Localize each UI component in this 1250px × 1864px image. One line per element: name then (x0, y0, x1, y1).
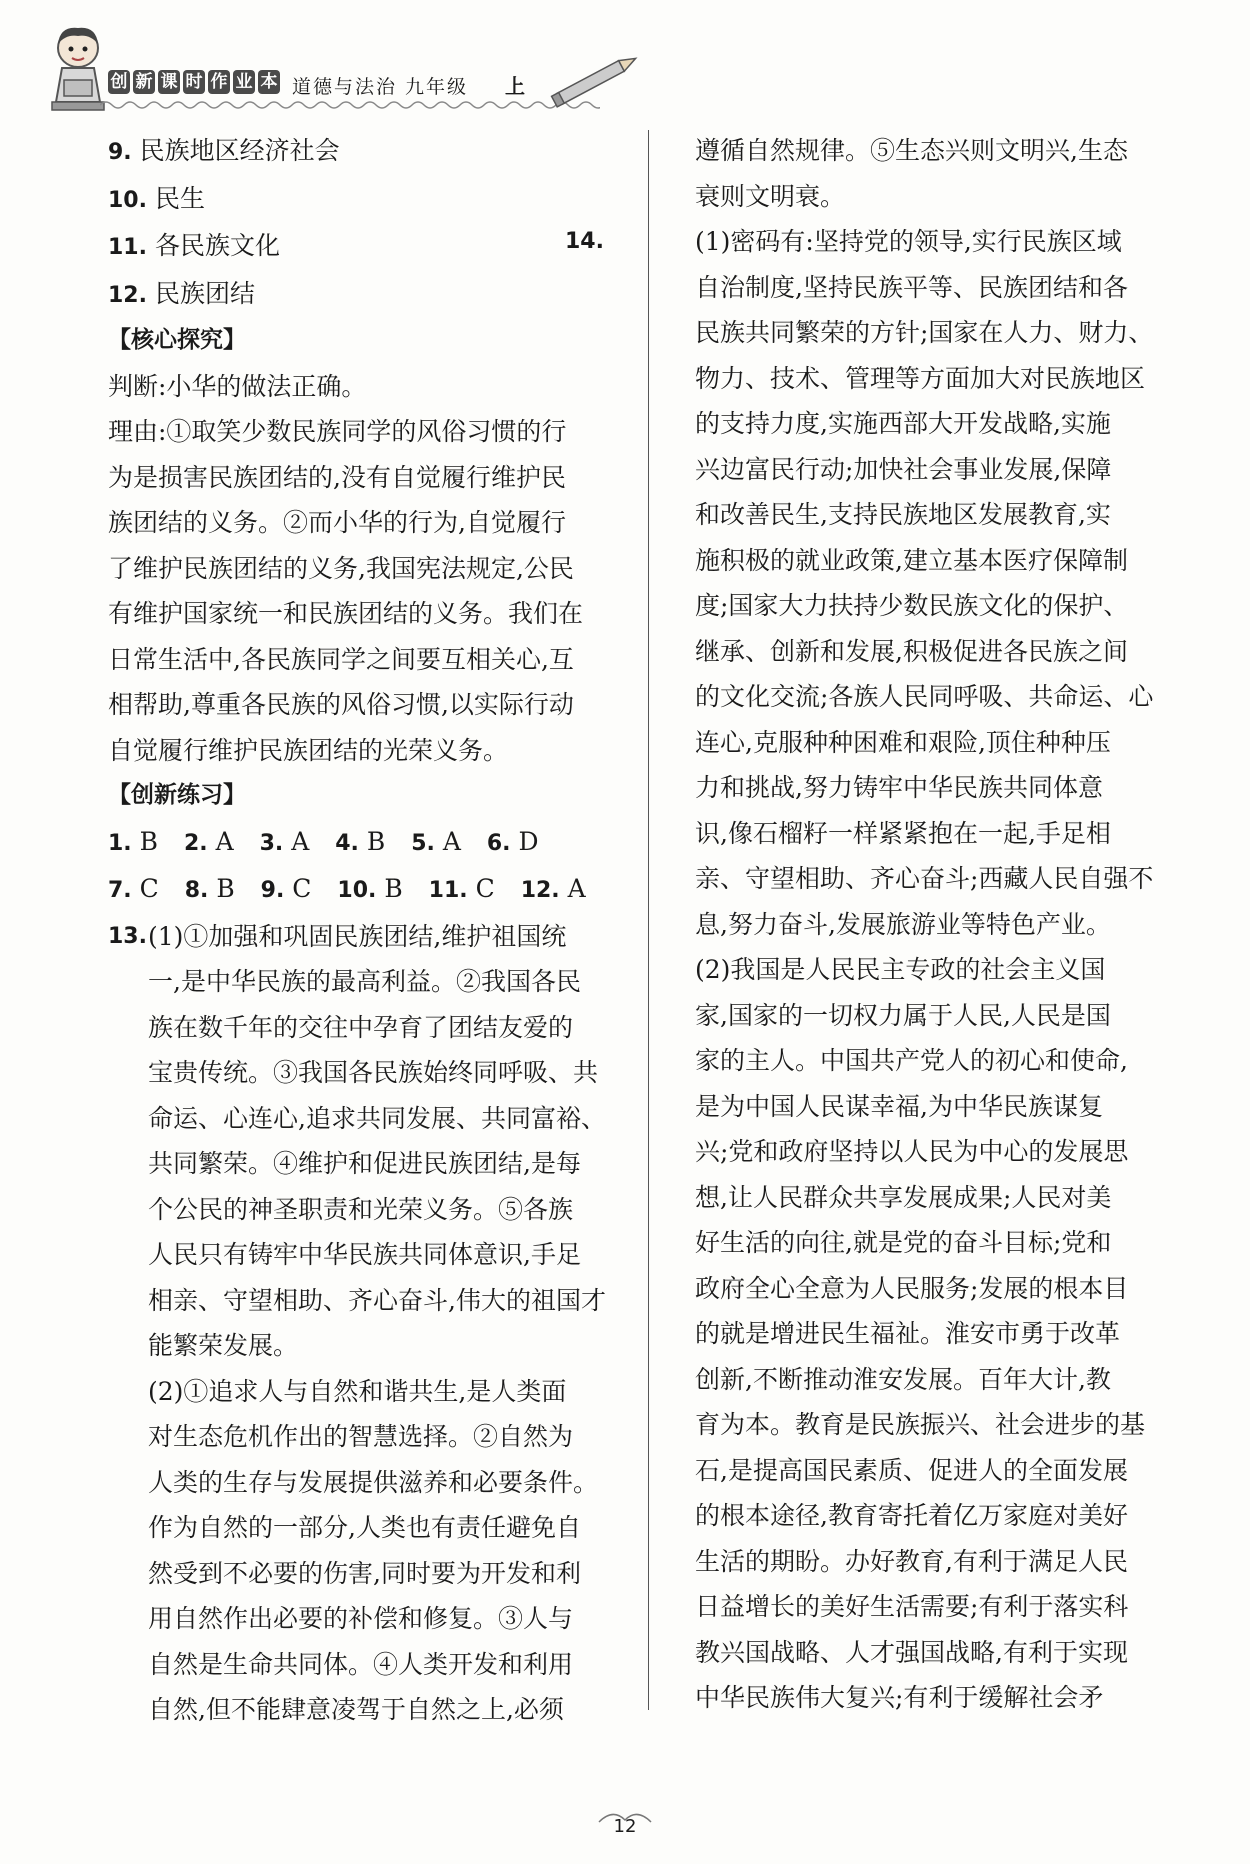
question-number: 13. (108, 923, 147, 949)
text-line: 亲、守望相助、齐心奋斗;西藏人民自强不 (695, 864, 1154, 893)
brand-char: 课 (158, 70, 180, 94)
text-line: 兴;党和政府坚持以人民为中心的发展思 (695, 1137, 1129, 1166)
left-column (108, 128, 628, 1733)
text-line: 好生活的向往,就是党的奋斗目标;党和 (695, 1228, 1112, 1257)
text-line: 是为中国人民谋幸福,为中华民族谋复 (695, 1091, 1103, 1121)
subject-title: 道德与法治 九年级 (292, 76, 469, 98)
text-line: 作为自然的一部分,人类也有责任避免自 (148, 1513, 581, 1542)
text-line: 然受到不必要的伤害,同时要为开发和利 (148, 1558, 581, 1588)
choice-answer: 4. B (335, 826, 386, 856)
section-heading: 【创新练习】 (108, 782, 246, 808)
text-line: 生活的期盼。办好教育,有利于满足人民 (695, 1546, 1128, 1576)
text-line: 有维护国家统一和民族团结的义务。我们在 (108, 599, 584, 628)
text-line: 族团结的义务。②而小华的行为,自觉履行 (108, 508, 566, 537)
text-line: 了维护民族团结的义务,我国宪法规定,公民 (108, 553, 574, 583)
pencil-icon (545, 50, 645, 110)
wave-divider (100, 98, 600, 112)
list-item: 11. 各民族文化 (108, 231, 280, 260)
text-line: 家,国家的一切权力属于人民,人民是国 (695, 1000, 1111, 1030)
text-line: 物力、技术、管理等方面加大对民族地区 (695, 363, 1146, 393)
text-line: 的就是增进民生福祉。淮安市勇于改革 (695, 1319, 1121, 1348)
list-item: 9. 民族地区经济社会 (108, 136, 340, 165)
text-line: 继承、创新和发展,积极促进各民族之间 (695, 636, 1128, 666)
text-line: 日益增长的美好生活需要;有利于落实科 (695, 1592, 1129, 1621)
text-line: 共同繁荣。④维护和促进民族团结,是每 (148, 1149, 581, 1178)
choice-answer: 8. B (184, 874, 235, 903)
text-line: 教兴国战略、人才强国战略,有利于实现 (695, 1637, 1128, 1667)
brand-char: 本 (258, 70, 280, 94)
brand-char: 创 (108, 70, 130, 94)
text-line: 创新,不断推动淮安发展。百年大计,教 (695, 1364, 1111, 1394)
series-brand (108, 70, 283, 94)
brand-char: 新 (133, 70, 155, 94)
page-header (0, 0, 1250, 120)
text-line: 命运、心连心,追求共同发展、共同富裕、 (148, 1103, 606, 1133)
text-line: 衰则文明衰。 (695, 181, 846, 211)
column-divider (648, 130, 649, 1710)
judgement-text: 判断:小华的做法正确。 (108, 371, 367, 401)
text-line: 施积极的就业政策,建立基本医疗保障制 (695, 545, 1128, 575)
text-line: 宝贵传统。③我国各民族始终同呼吸、共 (148, 1058, 599, 1087)
text-line: 想,让人民群众共享发展成果;人民对美 (695, 1182, 1112, 1212)
text-line: (1)密码有:坚持党的领导,实行民族区域 (695, 227, 1122, 256)
text-line: 一,是中华民族的最高利益。②我国各民 (148, 967, 581, 996)
text-line: 自觉履行维护民族团结的光荣义务。 (108, 735, 509, 765)
text-line: 个公民的神圣职责和光荣义务。⑤各族 (148, 1194, 574, 1224)
text-line: 自然是生命共同体。④人类开发和利用 (148, 1649, 574, 1679)
text-line: 度;国家大力扶持少数民族文化的保护、 (695, 591, 1129, 620)
choice-answer: 3. A (259, 826, 310, 856)
text-line: 的文化交流;各族人民同呼吸、共命运、心 (695, 682, 1154, 711)
list-item: 12. 民族团结 (108, 278, 255, 308)
choice-answer: 12. A (520, 874, 586, 903)
volume-label: 上 (505, 74, 525, 98)
text-line: 民族共同繁荣的方针;国家在人力、财力、 (695, 318, 1154, 347)
choice-answer: 6. D (486, 826, 539, 856)
choice-answer: 1. B (108, 826, 158, 856)
section-heading: 【核心探究】 (108, 327, 246, 353)
text-line: 连心,克服种种困难和艰险,顶住种种压 (695, 727, 1111, 757)
question-number: 14. (565, 229, 604, 254)
text-line: 政府全心全意为人民服务;发展的根本目 (695, 1273, 1129, 1303)
choice-answer: 7. C (108, 874, 159, 903)
text-line: 族在数千年的交往中孕育了团结友爱的 (148, 1012, 574, 1042)
text-line: 的根本途径,教育寄托着亿万家庭对美好 (695, 1501, 1128, 1530)
page-number: 12 (613, 1816, 637, 1837)
choice-answer: 11. C (428, 874, 495, 903)
choice-answer: 9. C (260, 874, 312, 903)
text-line: 和改善民生,支持民族地区发展教育,实 (695, 500, 1111, 529)
text-line: 中华民族伟大复兴;有利于缓解社会矛 (695, 1683, 1104, 1712)
choice-answer: 5. A (411, 826, 461, 856)
text-line: 自然,但不能肆意凌驾于自然之上,必须 (148, 1695, 564, 1724)
text-line: 对生态危机作出的智慧选择。②自然为 (148, 1422, 574, 1451)
list-item: 10. 民生 (108, 183, 205, 213)
question-14-answer (565, 219, 1195, 1721)
text-line: (2)我国是人民民主专政的社会主义国 (695, 955, 1106, 984)
text-line: 育为本。教育是民族振兴、社会进步的基 (695, 1410, 1146, 1439)
text-line: (1)①加强和巩固民族团结,维护祖国统 (148, 921, 567, 951)
text-line: 识,像石榴籽一样紧紧抱在一起,手足相 (695, 818, 1111, 848)
right-column (565, 128, 1195, 1721)
text-line: 息,努力奋斗,发展旅游业等特色产业。 (695, 909, 1111, 939)
brand-char: 业 (233, 70, 255, 94)
choice-answer: 2. A (183, 826, 234, 856)
text-line: 人类的生存与发展提供滋养和必要条件。 (148, 1467, 599, 1497)
text-line: 人民只有铸牢中华民族共同体意识,手足 (148, 1240, 581, 1269)
brand-char: 作 (208, 70, 230, 94)
text-line: 能繁荣发展。 (148, 1331, 299, 1360)
text-line: 理由:①取笑少数民族同学的风俗习惯的行 (108, 417, 567, 446)
text-line: 力和挑战,努力铸牢中华民族共同体意 (695, 773, 1103, 802)
text-line: 为是损害民族团结的,没有自觉履行维护民 (108, 462, 566, 492)
question-13-answer (108, 914, 628, 1733)
choice-answers-row (108, 819, 628, 867)
choice-answer: 10. B (337, 874, 403, 903)
choice-answers-row (108, 866, 628, 914)
text-line: (2)①追求人与自然和谐共生,是人类面 (148, 1376, 567, 1406)
text-line: 的支持力度,实施西部大开发战略,实施 (695, 409, 1111, 438)
text-line: 家的主人。中国共产党人的初心和使命, (695, 1046, 1128, 1075)
text-line: 遵循自然规律。⑤生态兴则文明兴,生态 (695, 136, 1128, 165)
brand-char: 时 (183, 70, 205, 94)
text-line: 日常生活中,各民族同学之间要互相关心,互 (108, 644, 574, 674)
text-line: 相帮助,尊重各民族的风俗习惯,以实际行动 (108, 690, 574, 719)
text-line: 自治制度,坚持民族平等、民族团结和各 (695, 272, 1128, 302)
text-line: 用自然作出必要的补偿和修复。③人与 (148, 1604, 574, 1633)
text-line: 兴边富民行动;加快社会事业发展,保障 (695, 454, 1112, 484)
text-line: 石,是提高国民素质、促进人的全面发展 (695, 1455, 1128, 1485)
text-line: 相亲、守望相助、齐心奋斗,伟大的祖国才 (148, 1285, 606, 1315)
